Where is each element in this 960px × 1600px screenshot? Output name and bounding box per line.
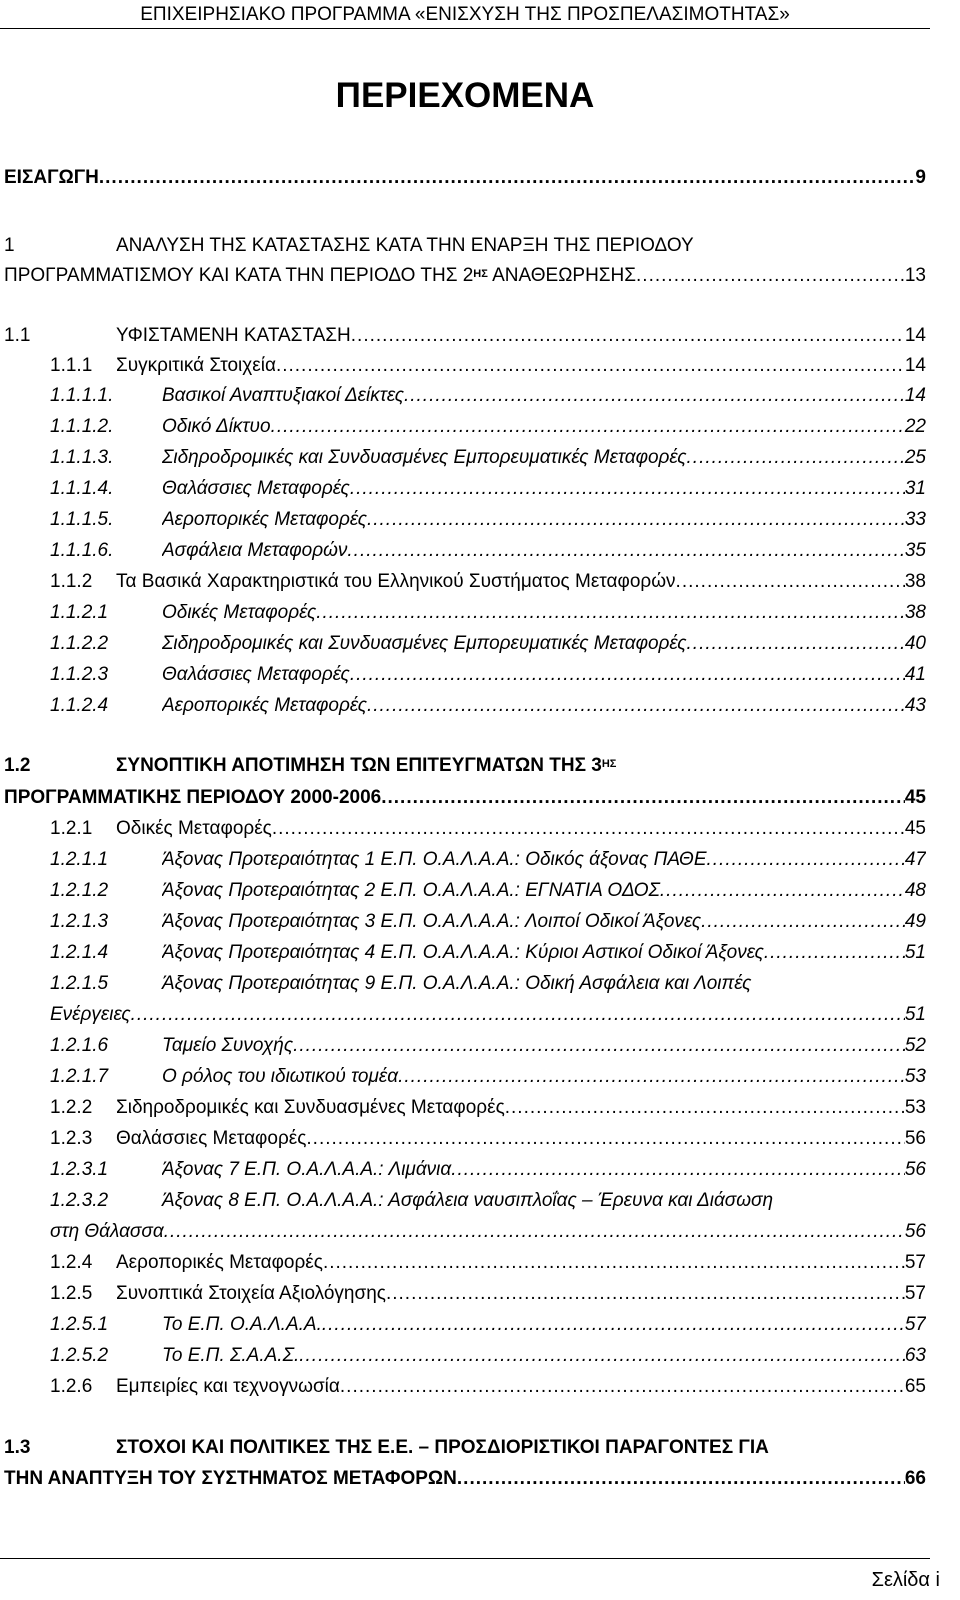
toc-title: ΥΦΙΣΤΑΜΕΝΗ ΚΑΤΑΣΤΑΣΗ xyxy=(116,325,351,346)
toc-entry-1-2-4[interactable] xyxy=(0,1249,926,1277)
toc-page: 48 xyxy=(904,880,926,901)
toc-title: Εμπειρίες και τεχνογνωσία xyxy=(116,1376,340,1397)
toc-number: 1.1.2 xyxy=(50,571,93,592)
toc-entry-1-line2[interactable] xyxy=(0,262,926,290)
toc-entry-1-2-3-2-line2[interactable] xyxy=(0,1218,926,1246)
toc-page: 57 xyxy=(904,1314,926,1335)
toc-title: Θαλάσσιες Μεταφορές xyxy=(116,1128,307,1149)
toc-title-cont: ΤΗΝ ΑΝΑΠΤΥΞΗ ΤΟΥ ΣΥΣΤΗΜΑΤΟΣ ΜΕΤΑΦΟΡΩΝ xyxy=(4,1468,457,1489)
toc-title: Τα Βασικά Χαρακτηριστικά του Ελληνικού Συστήματος Μεταφορών xyxy=(116,571,676,592)
toc-number: 1.1.1.6. xyxy=(50,540,114,561)
toc-entry-1-3-line2[interactable] xyxy=(0,1465,926,1493)
toc-title: Άξονας Προτεραιότητας 1 Ε.Π. Ο.Α.Λ.Α.Α.: Οδικός άξονας ΠΑΘΕ xyxy=(162,849,707,870)
toc-title: Θαλάσσιες Μεταφορές xyxy=(162,478,350,499)
toc-number: 1.1.2.3 xyxy=(50,664,109,685)
toc-title: Ταμείο Συνοχής xyxy=(162,1035,294,1056)
toc-page: 56 xyxy=(904,1159,926,1180)
toc-title-cont: στη Θάλασσα xyxy=(50,1221,164,1242)
toc-title: Αεροπορικές Μεταφορές xyxy=(162,695,367,716)
toc-entry-1-1[interactable] xyxy=(0,322,926,350)
toc-entry-1-1-2[interactable] xyxy=(0,568,926,596)
toc-title: Το Ε.Π. Ο.Α.Λ.Α.Α. xyxy=(162,1314,322,1335)
toc-page: 45 xyxy=(904,787,926,808)
superscript: ΗΣ xyxy=(601,758,617,770)
toc-page: 52 xyxy=(904,1035,926,1056)
toc-number: 1.2.1.2 xyxy=(50,880,109,901)
toc-page: 51 xyxy=(904,942,926,963)
toc-title-cont: Ενέργειες xyxy=(50,1004,131,1025)
toc-number: 1.2.5 xyxy=(50,1283,93,1304)
toc-entry-1-2-3-1[interactable] xyxy=(0,1156,926,1184)
toc-title: Συνοπτικά Στοιχεία Αξιολόγησης xyxy=(116,1283,386,1304)
toc-title: Οδικές Μεταφορές xyxy=(116,818,272,839)
toc-title-cont: ΠΡΟΓΡΑΜΜΑΤΙΚΗΣ ΠΕΡΙΟΔΟΥ 2000-2006 xyxy=(4,787,382,808)
toc-entry-1-1-1-2[interactable] xyxy=(0,413,926,441)
toc-entry-1-2-3[interactable] xyxy=(0,1125,926,1153)
toc-number: 1.3 xyxy=(4,1437,31,1458)
toc-number: 1.1.1.4. xyxy=(50,478,114,499)
toc-title: Αεροπορικές Μεταφορές xyxy=(162,509,367,530)
toc-number: 1.2.4 xyxy=(50,1252,93,1273)
toc-page: 35 xyxy=(904,540,926,561)
toc-entry-1-2-1-6[interactable] xyxy=(0,1032,926,1060)
toc-number: 1.2.1.6 xyxy=(50,1035,109,1056)
toc-entry-1-1-1-1[interactable] xyxy=(0,382,926,410)
toc-title: Σιδηροδρομικές και Συνδυασμένες Μεταφορές xyxy=(116,1097,505,1118)
toc-page: 53 xyxy=(904,1097,926,1118)
toc-entry-1-2-5-1[interactable] xyxy=(0,1311,926,1339)
toc-title: Σιδηροδρομικές και Συνδυασμένες Εμπορευματικές Μεταφορές xyxy=(162,633,687,654)
toc-title: Σιδηροδρομικές και Συνδυασμένες Εμπορευματικές Μεταφορές xyxy=(162,447,687,468)
toc-entry-1-2-1-5-line1[interactable] xyxy=(0,970,926,998)
toc-entry-1-2-1-5-line2[interactable] xyxy=(0,1001,926,1029)
toc-page: 49 xyxy=(904,911,926,932)
toc-page: 14 xyxy=(904,385,926,406)
toc-entry-1-2-1[interactable] xyxy=(0,815,926,843)
toc-title: Συγκριτικά Στοιχεία xyxy=(116,355,276,376)
toc-number: 1.2.1.7 xyxy=(50,1066,109,1087)
toc-entry-1-2-1-7[interactable] xyxy=(0,1063,926,1091)
toc-page: 63 xyxy=(904,1345,926,1366)
toc-entry-1-1-1-5[interactable] xyxy=(0,506,926,534)
toc-entry-1-2-5-2[interactable] xyxy=(0,1342,926,1370)
toc-number: 1.1.2.1 xyxy=(50,602,109,623)
toc-title: Άξονας Προτεραιότητας 9 Ε.Π. Ο.Α.Λ.Α.Α.: Οδική Ασφάλεια και Λοιπές xyxy=(162,973,752,994)
toc-title: Αεροπορικές Μεταφορές xyxy=(116,1252,323,1273)
toc-entry-1-1-1-4[interactable] xyxy=(0,475,926,503)
toc-title: Βασικοί Αναπτυξιακοί Δείκτες xyxy=(162,385,404,406)
toc-page: 66 xyxy=(904,1468,926,1489)
toc-entry-1-2-6[interactable] xyxy=(0,1373,926,1401)
toc-page: 41 xyxy=(904,664,926,685)
toc-entry-1-3-line1[interactable] xyxy=(0,1434,926,1462)
toc-page: 9 xyxy=(915,167,926,188)
toc-entry-1-2-1-1[interactable] xyxy=(0,846,926,874)
toc-title: Οδικές Μεταφορές xyxy=(162,602,317,623)
toc-number: 1.2.1.4 xyxy=(50,942,109,963)
toc-page: 38 xyxy=(904,602,926,623)
footer-rule xyxy=(0,1558,930,1559)
toc-entry-1-2-1-3[interactable] xyxy=(0,908,926,936)
toc-entry-1-1-2-2[interactable] xyxy=(0,630,926,658)
toc-entry-1-1-1[interactable] xyxy=(0,352,926,380)
toc-number: 1.2.2 xyxy=(50,1097,93,1118)
toc-number: 1.1.1 xyxy=(50,355,93,376)
toc-title: Θαλάσσιες Μεταφορές xyxy=(162,664,350,685)
page-title: ΠΕΡΙΕΧΟΜΕΝΑ xyxy=(335,76,595,115)
toc-page: 57 xyxy=(904,1283,926,1304)
toc-title: ΣΤΟΧΟΙ ΚΑΙ ΠΟΛΙΤΙΚΕΣ ΤΗΣ Ε.Ε. – ΠΡΟΣΔΙΟΡΙΣΤΙΚΟΙ ΠΑΡΑΓΟΝΤΕΣ ΓΙΑ xyxy=(116,1437,769,1458)
toc-entry-1-1-1-6[interactable] xyxy=(0,537,926,565)
toc-page: 14 xyxy=(904,325,926,346)
toc-number: 1.2.1.3 xyxy=(50,911,109,932)
toc-number: 1.2.3.1 xyxy=(50,1159,109,1180)
toc-title: Ασφάλεια Μεταφορών xyxy=(162,540,348,561)
toc-page: 56 xyxy=(904,1221,926,1242)
toc-entry-1-2-1-2[interactable] xyxy=(0,877,926,905)
toc-title: Ο ρόλος του ιδιωτικού τομέα xyxy=(162,1066,399,1087)
toc-page: 65 xyxy=(904,1376,926,1397)
toc-title-cont: ΠΡΟΓΡΑΜΜΑΤΙΣΜΟΥ ΚΑΙ ΚΑΤΑ ΤΗΝ ΠΕΡΙΟΔΟ ΤΗΣ 2 xyxy=(4,265,474,286)
toc-page: 47 xyxy=(904,849,926,870)
toc-number: 1.2.6 xyxy=(50,1376,93,1397)
page-number-footer: Σελίδα i xyxy=(871,1569,940,1591)
toc-page: 25 xyxy=(904,447,926,468)
toc-title: Άξονας Προτεραιότητας 4 Ε.Π. Ο.Α.Λ.Α.Α.: Κύριοι Αστικοί Οδικοί Άξονες xyxy=(162,942,764,963)
toc-page: 53 xyxy=(904,1066,926,1087)
toc-number: 1.1.2.2 xyxy=(50,633,109,654)
toc-entry-1-2-3-2-line1[interactable] xyxy=(0,1187,926,1215)
toc-number: 1.1 xyxy=(4,325,31,346)
toc-page: 43 xyxy=(904,695,926,716)
toc-number: 1.2.5.1 xyxy=(50,1314,109,1335)
toc-title: Άξονας 7 Ε.Π. Ο.Α.Λ.Α.Α.: Λιμάνια xyxy=(162,1159,452,1180)
toc-entry-1-1-2-1[interactable] xyxy=(0,599,926,627)
toc-number: 1.1.1.5. xyxy=(50,509,114,530)
toc-entry-1-1-1-3[interactable] xyxy=(0,444,926,472)
toc-page: 31 xyxy=(904,478,926,499)
toc-number: 1.2.1.1 xyxy=(50,849,109,870)
toc-page: 33 xyxy=(904,509,926,530)
toc-page: 45 xyxy=(904,818,926,839)
toc-number: 1.2.1 xyxy=(50,818,93,839)
toc-entry-1-2-line1[interactable] xyxy=(0,752,926,780)
document-header: ΕΠΙΧΕΙΡΗΣΙΑΚΟ ΠΡΟΓΡΑΜΜΑ «ΕΝΙΣΧΥΣΗ ΤΗΣ ΠΡΟΣΠΕΛΑΣΙΜΟΤΗΤΑΣ» xyxy=(140,4,790,25)
toc-number: 1.1.1.3. xyxy=(50,447,114,468)
toc-title: Άξονας Προτεραιότητας 3 Ε.Π. Ο.Α.Λ.Α.Α.: Λοιποί Οδικοί Άξονες xyxy=(162,911,702,932)
toc-number: 1.2.3.2 xyxy=(50,1190,109,1211)
toc-title: ΑΝΑΛΥΣΗ ΤΗΣ ΚΑΤΑΣΤΑΣΗΣ ΚΑΤΑ ΤΗΝ ΕΝΑΡΞΗ ΤΗΣ ΠΕΡΙΟΔΟΥ xyxy=(116,235,694,256)
toc-page: 57 xyxy=(904,1252,926,1273)
toc-entry-1-1-2-4[interactable] xyxy=(0,692,926,720)
toc-entry-1-2-line2[interactable] xyxy=(0,784,926,812)
toc-page: 38 xyxy=(904,571,926,592)
toc-number: 1.2.5.2 xyxy=(50,1345,109,1366)
toc-page: 14 xyxy=(904,355,926,376)
toc-title: Το Ε.Π. Σ.Α.Α.Σ. xyxy=(162,1345,300,1366)
toc-number: 1.2 xyxy=(4,755,31,776)
toc-number: 1.2.1.5 xyxy=(50,973,109,994)
toc-title: Άξονας 8 Ε.Π. Ο.Α.Λ.Α.Α.: Ασφάλεια ναυσιπλοΐας – Έρευνα και Διάσωση xyxy=(162,1190,774,1211)
toc-number: 1 xyxy=(4,235,15,256)
toc-number: 1.1.2.4 xyxy=(50,695,109,716)
toc-title-cont-b: ΑΝΑΘΕΩΡΗΣΗΣ xyxy=(487,265,637,286)
superscript: ΗΣ xyxy=(473,268,488,280)
toc-entry-1-line1[interactable] xyxy=(0,232,926,260)
toc-entry-1-2-2[interactable] xyxy=(0,1094,926,1122)
toc-number: 1.1.1.1. xyxy=(50,385,114,406)
toc-entry-intro[interactable] xyxy=(0,164,926,192)
toc-entry-1-2-5[interactable] xyxy=(0,1280,926,1308)
toc-title: ΕΙΣΑΓΩΓΗ xyxy=(4,167,99,188)
toc-entry-1-2-1-4[interactable] xyxy=(0,939,926,967)
toc-page: 51 xyxy=(904,1004,926,1025)
toc-number: 1.2.3 xyxy=(50,1128,93,1149)
toc-page: 13 xyxy=(904,265,926,286)
toc-entry-1-1-2-3[interactable] xyxy=(0,661,926,689)
toc-page: 22 xyxy=(904,416,926,437)
toc-page: 56 xyxy=(904,1128,926,1149)
toc-title: ΣΥΝΟΠΤΙΚΗ ΑΠΟΤΙΜΗΣΗ ΤΩΝ ΕΠΙΤΕΥΓΜΑΤΩΝ ΤΗΣ 3 xyxy=(116,755,602,776)
toc-title: Άξονας Προτεραιότητας 2 Ε.Π. Ο.Α.Λ.Α.Α.: ΕΓΝΑΤΙΑ ΟΔΟΣ xyxy=(162,880,660,901)
toc-number: 1.1.1.2. xyxy=(50,416,114,437)
toc-title: Οδικό Δίκτυο xyxy=(162,416,271,437)
toc-page: 40 xyxy=(904,633,926,654)
